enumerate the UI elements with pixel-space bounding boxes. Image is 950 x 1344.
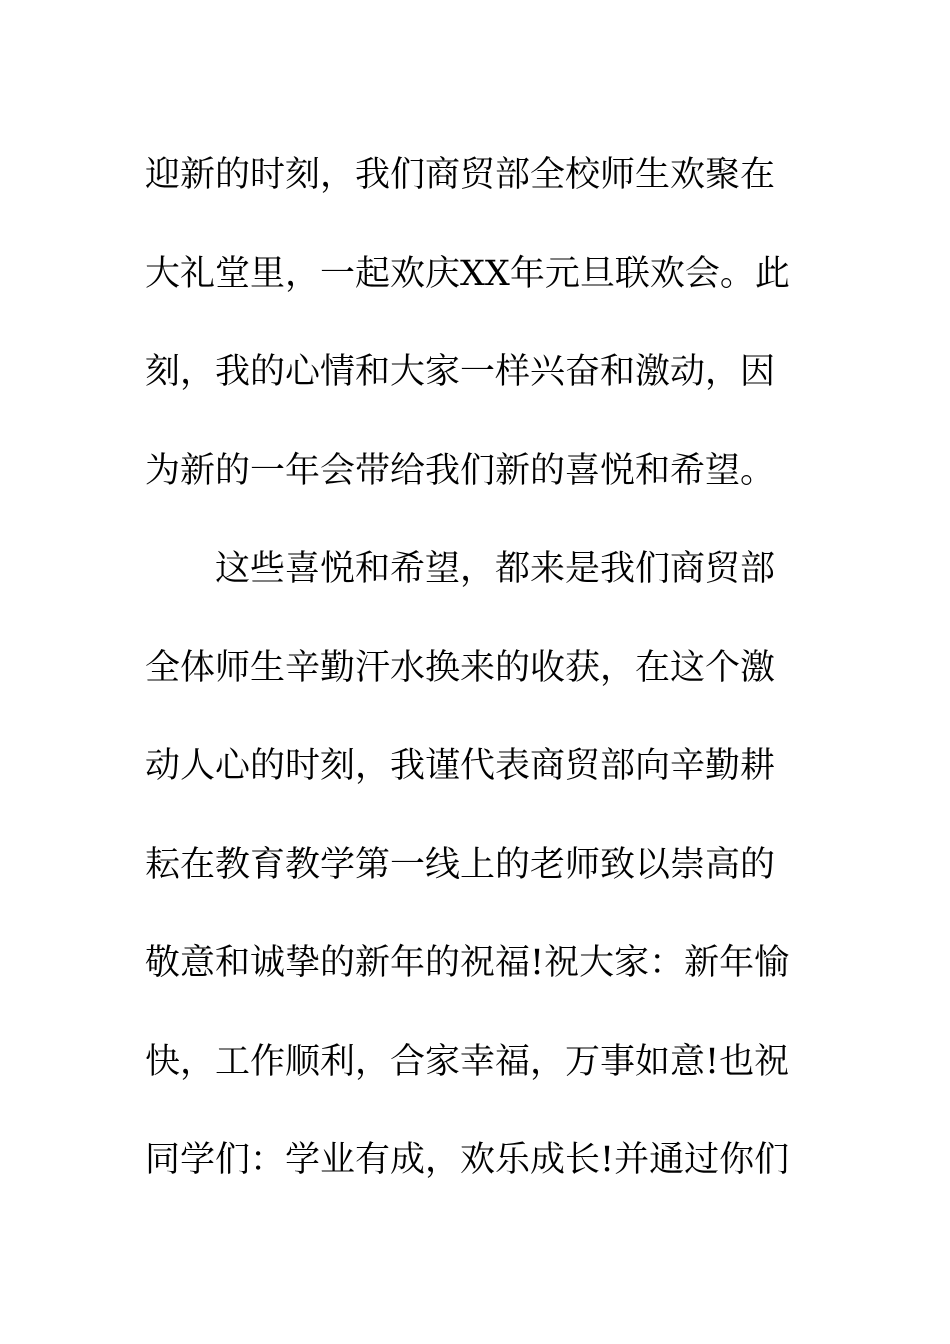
text-line: 敬意和诚挚的新年的祝福!祝大家：新年愉 <box>145 943 790 983</box>
text-line: 刻，我的心情和大家一样兴奋和激动，因 <box>145 352 776 392</box>
text-line: 动人心的时刻，我谨代表商贸部向辛勤耕 <box>145 746 776 786</box>
text-line: 快，工作顺利，合家幸福，万事如意!也祝 <box>145 1041 790 1082</box>
text-line: 大礼堂里，一起欢庆XX年元旦联欢会。此 <box>145 253 790 294</box>
text-line: 耘在教育教学第一线上的老师致以崇高的 <box>145 844 776 885</box>
paragraph-start-line: 这些喜悦和希望，都来是我们商贸部 <box>215 549 776 589</box>
body-text <box>145 126 805 1210</box>
text-line: 迎新的时刻，我们商贸部全校师生欢聚在 <box>145 155 776 195</box>
text-line: 全体师生辛勤汗水换来的收获，在这个激 <box>145 647 776 688</box>
text-line: 为新的一年会带给我们新的喜悦和希望。 <box>145 450 776 491</box>
text-line: 同学们：学业有成，欢乐成长!并通过你们 <box>145 1140 790 1180</box>
